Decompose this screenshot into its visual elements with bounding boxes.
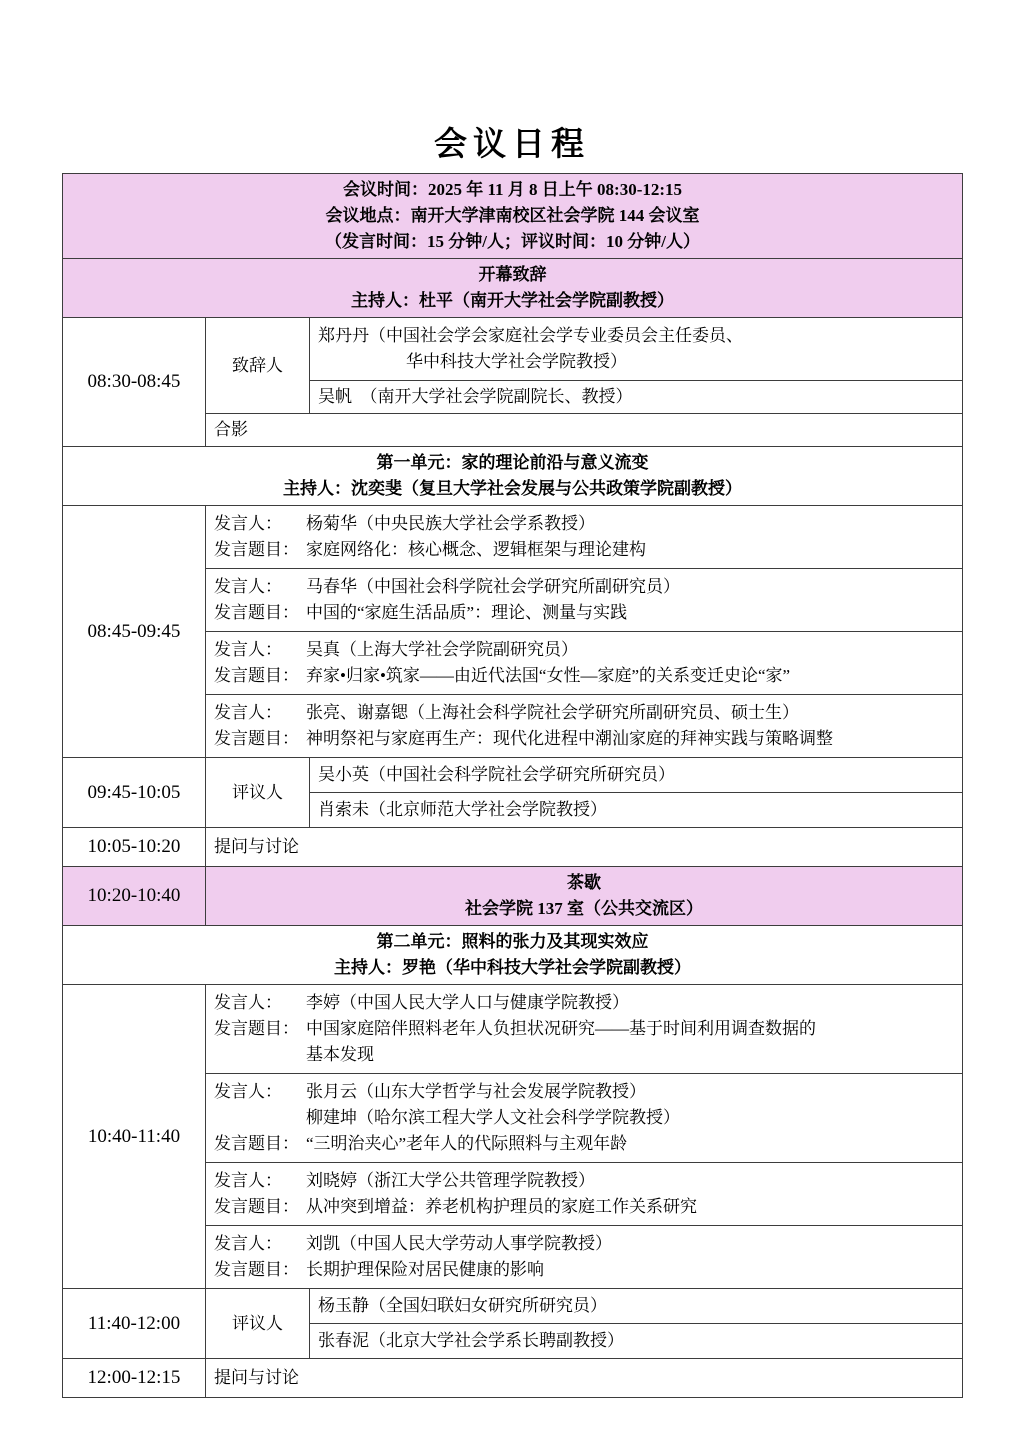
speaker-label: 发言人： — [214, 1171, 282, 1190]
unit1-qa-row — [63, 828, 963, 867]
unit1-banner-row — [63, 447, 963, 506]
unit2-talk1-row — [63, 985, 963, 1074]
topic-label: 发言题目： — [214, 1260, 299, 1279]
greeter2-cell: 吴帆 （南开大学社会学院副院长、教授） — [310, 381, 963, 414]
speaker-label: 发言人： — [214, 640, 282, 659]
greeter1-cell — [310, 318, 963, 381]
talk-topic: 家庭网络化：核心概念、逻辑框架与理论建构 — [306, 540, 646, 559]
unit2-qa-row — [63, 1359, 963, 1398]
tea-break-location: 社会学院 137 室（公共交流区） — [465, 899, 704, 918]
speaker-name: 李婷（中国人民大学人口与健康学院教授） — [306, 993, 629, 1012]
unit1-talk3-cell — [206, 632, 963, 695]
talk-topic: 神明祭祀与家庭再生产：现代化进程中潮汕家庭的拜神实践与策略调整 — [306, 729, 833, 748]
opening-host-line: 主持人：杜平（南开大学社会学院副教授） — [351, 291, 675, 310]
tea-break-row — [63, 867, 963, 926]
speaker-name-line1: 张月云（山东大学哲学与社会发展学院教授） — [306, 1082, 646, 1101]
speaker-name: 吴真（上海大学社会学院副研究员） — [306, 640, 578, 659]
unit1-reviewer1-cell: 吴小英（中国社会科学院社会学研究所研究员） — [310, 758, 963, 793]
tea-break-cell — [206, 867, 963, 926]
unit2-qa-label: 提问与讨论 — [206, 1359, 963, 1398]
topic-label: 发言题目： — [214, 540, 299, 559]
unit1-talk2-cell — [206, 569, 963, 632]
speaker-name: 杨菊华（中央民族大学社会学系教授） — [306, 514, 595, 533]
unit1-qa-time: 10:05-10:20 — [63, 828, 206, 867]
unit1-review-role-label: 评议人 — [206, 758, 310, 828]
unit2-host-line: 主持人：罗艳（华中科技大学社会学院副教授） — [334, 958, 692, 977]
speaker-label: 发言人： — [214, 993, 282, 1012]
opening-banner-row — [63, 259, 963, 318]
unit2-review-time: 11:40-12:00 — [63, 1289, 206, 1359]
speaker-name: 张亮、谢嘉锶（上海社会科学院社会学研究所副研究员、硕士生） — [306, 703, 799, 722]
unit2-talk2-cell — [206, 1074, 963, 1163]
unit2-talk3-cell — [206, 1163, 963, 1226]
unit1-banner-cell — [63, 447, 963, 506]
unit2-review-role-label: 评议人 — [206, 1289, 310, 1359]
unit1-time: 08:45-09:45 — [63, 506, 206, 758]
meeting-location-line: 会议地点：南开大学津南校区社会学院 144 会议室 — [325, 206, 700, 225]
opening-banner-cell — [63, 259, 963, 318]
speaker-label: 发言人： — [214, 577, 282, 596]
unit2-talk4-cell — [206, 1226, 963, 1289]
greeter1-line1: 郑丹丹（中国社会学会家庭社会学专业委员会主任委员、 — [318, 326, 743, 345]
speaker-name: 马春华（中国社会科学院社会学研究所副研究员） — [306, 577, 680, 596]
unit1-talk4-cell — [206, 695, 963, 758]
unit2-talk1-cell — [206, 985, 963, 1074]
opening-role-label: 致辞人 — [206, 318, 310, 414]
group-photo-cell: 合影 — [206, 414, 963, 447]
unit2-section-title: 第二单元：照料的张力及其现实效应 — [376, 932, 649, 951]
meeting-time-line: 会议时间：2025 年 11 月 8 日上午 08:30-12:15 — [342, 180, 683, 199]
topic-label: 发言题目： — [214, 603, 299, 622]
unit2-banner-cell — [63, 926, 963, 985]
unit2-reviewer2-cell: 张春泥（北京大学社会学系长聘副教授） — [310, 1324, 963, 1359]
opening-greeter1-row — [63, 318, 963, 381]
unit2-review-row1 — [63, 1289, 963, 1324]
tea-break-title: 茶歇 — [567, 873, 602, 892]
unit1-reviewer2-cell: 肖索未（北京师范大学社会学院教授） — [310, 793, 963, 828]
greeter1-line2: 华中科技大学社会学院教授） — [406, 352, 627, 371]
speaker-label: 发言人： — [214, 703, 282, 722]
speaker-name-line2: 柳建坤（哈尔滨工程大学人文社会科学学院教授） — [306, 1108, 680, 1127]
speaker-name: 刘凯（中国人民大学劳动人事学院教授） — [306, 1234, 612, 1253]
talk-topic-line1: 中国家庭陪伴照料老年人负担状况研究——基于时间利用调查数据的 — [306, 1019, 816, 1038]
meeting-note-line: （发言时间：15 分钟/人；评议时间：10 分钟/人） — [325, 232, 700, 251]
unit1-talk1-row — [63, 506, 963, 569]
unit2-time: 10:40-11:40 — [63, 985, 206, 1289]
opening-section-title: 开幕致辞 — [478, 265, 547, 284]
unit1-review-row1 — [63, 758, 963, 793]
talk-topic: “三明治夹心”老年人的代际照料与主观年龄 — [306, 1134, 628, 1153]
speaker-label: 发言人： — [214, 1082, 282, 1101]
unit2-reviewer1-cell: 杨玉静（全国妇联妇女研究所研究员） — [310, 1289, 963, 1324]
speaker-name: 刘晓婷（浙江大学公共管理学院教授） — [306, 1171, 595, 1190]
topic-label: 发言题目： — [214, 1134, 299, 1153]
speaker-label: 发言人： — [214, 514, 282, 533]
topic-label: 发言题目： — [214, 1019, 299, 1038]
page-title: 会议日程 — [434, 127, 590, 163]
talk-topic: 弃家•归家•筑家——由近代法国“女性—家庭”的关系变迁史论“家” — [306, 666, 791, 685]
topic-label: 发言题目： — [214, 666, 299, 685]
talk-topic: 中国的“家庭生活品质”：理论、测量与实践 — [306, 603, 628, 622]
unit2-banner-row — [63, 926, 963, 985]
talk-topic: 长期护理保险对居民健康的影响 — [306, 1260, 544, 1279]
info-header-cell — [63, 174, 963, 259]
tea-break-time: 10:20-10:40 — [63, 867, 206, 926]
info-header-row — [63, 174, 963, 259]
schedule-table — [62, 173, 963, 1398]
opening-time: 08:30-08:45 — [63, 318, 206, 447]
unit1-review-time: 09:45-10:05 — [63, 758, 206, 828]
unit1-host-line: 主持人：沈奕斐（复旦大学社会发展与公共政策学院副教授） — [283, 479, 743, 498]
speaker-label: 发言人： — [214, 1234, 282, 1253]
unit1-qa-label: 提问与讨论 — [206, 828, 963, 867]
talk-topic: 从冲突到增益：养老机构护理员的家庭工作关系研究 — [306, 1197, 697, 1216]
topic-label: 发言题目： — [214, 729, 299, 748]
unit1-section-title: 第一单元：家的理论前沿与意义流变 — [376, 453, 649, 472]
unit1-talk1-cell — [206, 506, 963, 569]
talk-topic-line2: 基本发现 — [306, 1045, 374, 1064]
topic-label: 发言题目： — [214, 1197, 299, 1216]
unit2-qa-time: 12:00-12:15 — [63, 1359, 206, 1398]
